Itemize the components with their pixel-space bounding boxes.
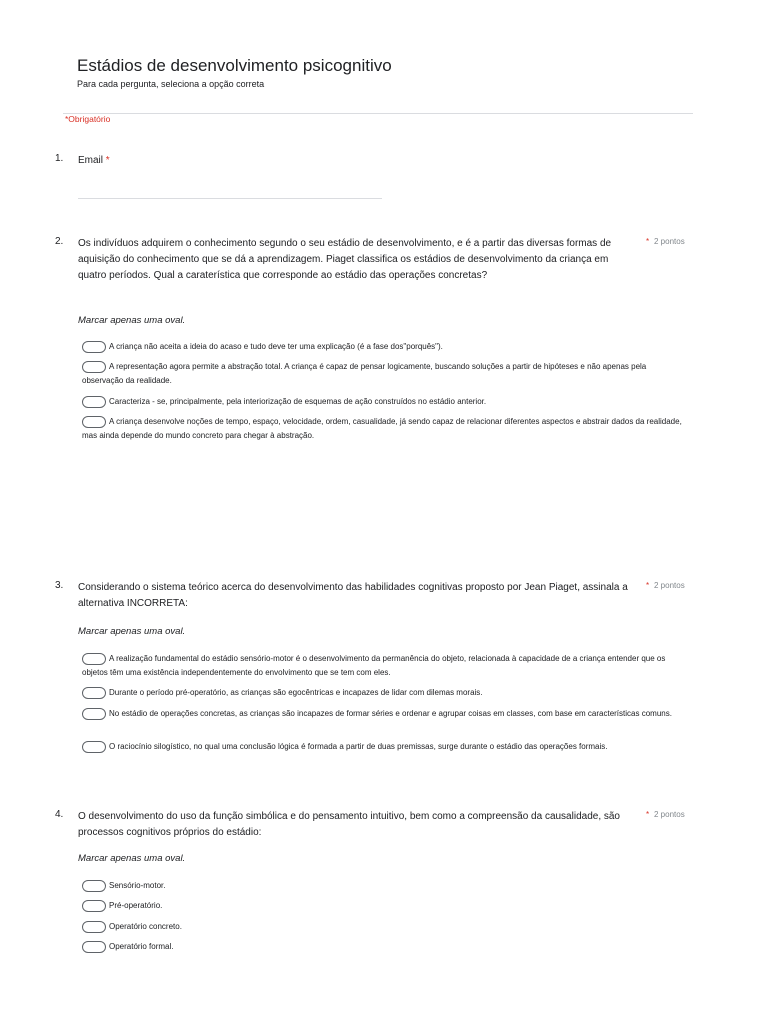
radio-oval[interactable] xyxy=(82,741,106,753)
radio-oval[interactable] xyxy=(82,653,106,665)
instruction: Marcar apenas uma oval. xyxy=(78,315,186,326)
option-row[interactable] xyxy=(82,740,682,754)
question-label: Email * xyxy=(78,155,110,166)
option-label: Sensório-motor. xyxy=(109,881,166,890)
radio-oval[interactable] xyxy=(82,708,106,720)
option-row[interactable] xyxy=(82,920,682,934)
points-label: 2 pontos xyxy=(654,810,685,819)
question-number: 2. xyxy=(55,236,64,247)
option-label: Pré-operatório. xyxy=(109,901,163,910)
radio-oval[interactable] xyxy=(82,941,106,953)
form-description: Para cada pergunta, seleciona a opção correta xyxy=(77,79,265,89)
radio-oval[interactable] xyxy=(82,416,106,428)
required-star: * xyxy=(646,237,650,246)
option-row[interactable] xyxy=(82,360,682,388)
option-row[interactable] xyxy=(82,395,682,409)
question-number: 1. xyxy=(55,153,64,164)
required-star: * xyxy=(646,810,650,819)
radio-oval[interactable] xyxy=(82,341,106,353)
option-row[interactable] xyxy=(82,652,682,680)
option-label: A representação agora permite a abstração total. A criança é capaz de pensar logicamente, buscando soluções a partir de hipóteses e não apenas pela observação da realidade. xyxy=(82,362,647,385)
radio-oval[interactable] xyxy=(82,921,106,933)
instruction: Marcar apenas uma oval. xyxy=(78,853,186,864)
option-row[interactable] xyxy=(82,899,682,913)
points-label: 2 pontos xyxy=(654,237,685,246)
option-row[interactable] xyxy=(82,340,682,354)
option-row[interactable] xyxy=(82,686,682,700)
radio-oval[interactable] xyxy=(82,900,106,912)
option-label: A criança não aceita a ideia do acaso e tudo deve ter uma explicação (é a fase dos"porquês"). xyxy=(109,342,443,351)
header-divider xyxy=(63,113,693,114)
required-note: *Obrigatório xyxy=(65,114,111,124)
option-label: Caracteriza - se, principalmente, pela interiorização de esquemas de ação construídos no estádio anterior. xyxy=(109,397,487,406)
required-star: * xyxy=(105,155,110,166)
points-label: 2 pontos xyxy=(654,581,685,590)
option-label: A criança desenvolve noções de tempo, espaço, velocidade, ordem, casualidade, já sendo capaz de relacionar diferentes aspectos e abstrair dados da realidade, mas ainda depende do mundo concreto para chegar à abstração. xyxy=(82,417,682,440)
instruction: Marcar apenas uma oval. xyxy=(78,626,186,637)
radio-oval[interactable] xyxy=(82,396,106,408)
question-number: 4. xyxy=(55,809,64,820)
option-row[interactable] xyxy=(82,707,682,721)
question-text: Os indivíduos adquirem o conhecimento segundo o seu estádio de desenvolvimento, e é a partir das diversas formas de aquisição do conhecimento que se dá a aprendizagem. Piaget classifica os estádios de desenvolvimento da criança em quatro períodos. Qual a caraterística que corresponde ao estádio das operações concretas? xyxy=(78,238,612,281)
option-label: Durante o período pré-operatório, as crianças são egocêntricas e incapazes de lidar com dilemas morais. xyxy=(109,688,483,697)
radio-oval[interactable] xyxy=(82,361,106,373)
option-label: Operatório concreto. xyxy=(109,922,182,931)
question-text: Considerando o sistema teórico acerca do desenvolvimento das habilidades cognitivas proposto por Jean Piaget, assinala a alternativa INCORRETA: xyxy=(78,582,628,609)
required-star: * xyxy=(646,581,650,590)
option-row[interactable] xyxy=(82,940,682,954)
option-row[interactable] xyxy=(82,879,682,893)
option-label: No estádio de operações concretas, as crianças são incapazes de formar séries e ordenar e agrupar coisas em classes, com base em características comuns. xyxy=(109,709,672,718)
question-text: O desenvolvimento do uso da função simbólica e do pensamento intuitivo, bem como a compreensão da causalidade, são processos cognitivos próprios do estádio: xyxy=(78,811,620,838)
option-row[interactable] xyxy=(82,415,682,443)
option-label: O raciocínio silogístico, no qual uma conclusão lógica é formada a partir de duas premissas, surge durante o estádio das operações formais. xyxy=(109,742,608,751)
question-number: 3. xyxy=(55,580,64,591)
option-label: A realização fundamental do estádio sensório-motor é o desenvolvimento da permanência do objeto, relacionada à capacidade de a criança entender que os objetos têm uma existência independentemente do envolvimento que se tem com eles. xyxy=(82,654,666,677)
form-title: Estádios de desenvolvimento psicognitivo xyxy=(77,56,392,75)
radio-oval[interactable] xyxy=(82,687,106,699)
option-label: Operatório formal. xyxy=(109,942,174,951)
radio-oval[interactable] xyxy=(82,880,106,892)
email-input-line[interactable] xyxy=(78,198,382,199)
